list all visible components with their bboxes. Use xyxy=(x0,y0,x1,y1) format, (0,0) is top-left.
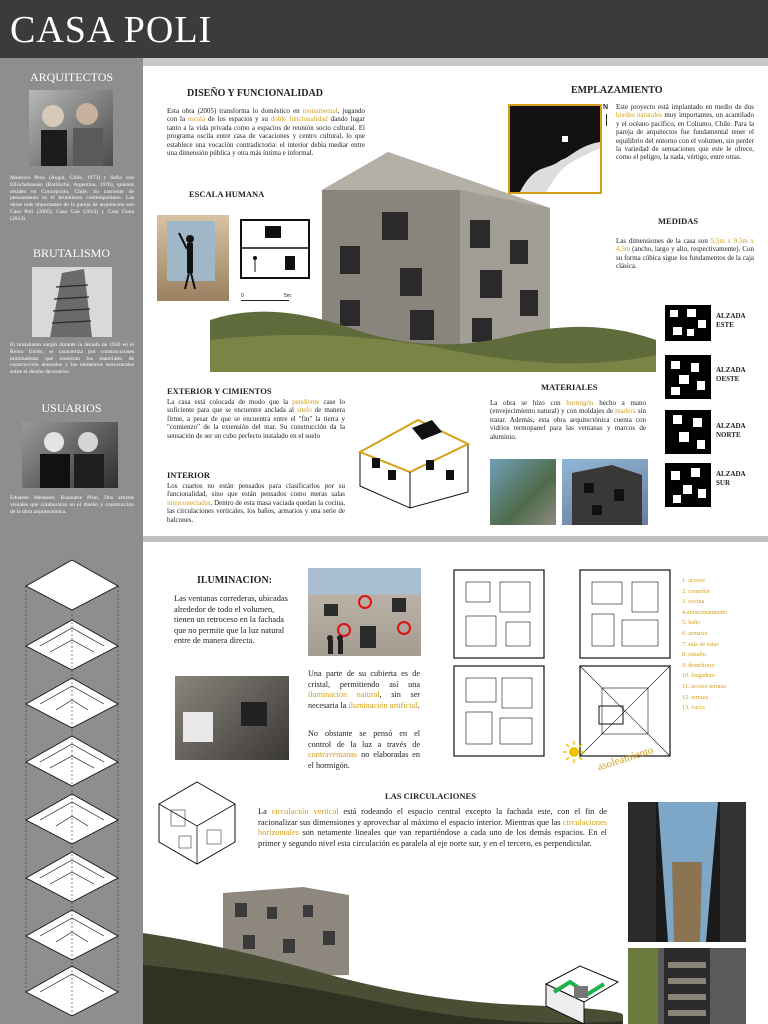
brutalism-photo xyxy=(32,267,112,337)
interior-title: INTERIOR xyxy=(167,470,210,480)
axonometric-cut-drawing xyxy=(352,400,474,512)
skylight-facade-photo xyxy=(308,568,421,656)
alzada-este-drawing xyxy=(665,305,711,341)
iluminacion-text-1: Las ventanas correderas, ubicadas alrededor de todo el volumen, tienen un retroceso en la fachada que no permite que la luz natural entre de manera directa. xyxy=(174,594,288,646)
asoleamiento-label: asoleamiento xyxy=(596,744,655,774)
materiales-title: MATERIALES xyxy=(541,382,598,392)
alzada-norte-label: ALZADA NORTE xyxy=(716,422,746,439)
medidas-text: Las dimensiones de la casa son 9,5m x 9,5m x 4,5m (ancho, largo y alto, respectivamente). Con su forma cúbica sigue los fundamentos de la caja clásica. xyxy=(616,237,755,271)
alzada-este-label: ALZADA ESTE xyxy=(716,312,746,329)
room-legend xyxy=(682,576,766,714)
interior-text: Los cuartos no están pensados para clasificarlos por su funcionalidad, sino que están pensados como meras salas interconectadas. Dentro de esta masa vaciada quedan la cocina, las circulaciones verticales, los baños, armarios y una serie de balcones. xyxy=(167,482,345,524)
usuarios-text: Eduardo Meissner, Rosmarie Prim. Dos artistas visuales que colaboraron en el diseño y construcción de la obra arquitectónica. xyxy=(10,495,134,515)
arquitectos-text: Mauricio Pezo (Angol, Chile, 1973) y Sofía von Ellrichshausen (Bariloche, Argentina, 1976), quienes residen en Concepción, Chile. Su corriente de pensamiento es el brutalismo contemporáneo. Las obras más importantes de la pareja de arquitectos son Casa Poli (2005), Casa Gao (2013) y Casa Guna (2014) xyxy=(10,175,134,222)
alzada-oeste-drawing xyxy=(665,355,711,399)
users-photo xyxy=(22,422,118,488)
legend-item: 1. acceso xyxy=(682,577,705,584)
legend-item: 6. armario xyxy=(682,629,708,637)
alzada-sur-label: ALZADA SUR xyxy=(716,470,746,487)
medidas-title: MEDIDAS xyxy=(658,216,699,226)
scale-zero: 0 xyxy=(241,293,244,299)
floor-plans xyxy=(452,568,672,760)
sun-icon xyxy=(562,740,586,764)
legend-item: 10. fregadero xyxy=(682,672,715,680)
stair-photo xyxy=(628,948,746,1024)
window-detail-photo xyxy=(175,676,289,760)
corridor-photo xyxy=(628,802,746,942)
alzada-norte-drawing xyxy=(665,410,711,454)
legend-item: 9. dormitorio xyxy=(682,661,715,669)
brutalismo-text: El brutalismo surgió durante la década de 1950 en el Reino Unido, se caracteriza por construcciones minimalistas que muestran los materiales de construcción desnudos y los elementos estructurales sobre el diseño decorativo. xyxy=(10,342,134,376)
diseno-text: Esta obra (2005) transforma lo doméstico en monumental, jugando con la escala de los espacios y su doble funcionalidad dando lugar tanto a la vida privada como a espacios de reunión socio cultural. El programa oscila entre casa de vacaciones y centro cultural, lo que establece una vocación contradictoria: el interior debía mediar entre una dimensión pública y otra más íntima e informal. xyxy=(167,107,365,158)
iluminacion-text-3: No obstante se pensó en el control de la luz a través de contraventanas no elaboradas en el hormigón. xyxy=(308,729,420,770)
emplazamiento-text: Este proyecto está implantado en medio de dos bordes naturales muy importantes, un acantilado y el océano pacífico, en Coliumo, Chile. Para la pareja de arquitectos fue fundamental tener el equilibrio del entorno con el volumen, sin perder la variedad de sensaciones que este le ofrece, como el peligro, la nada, vértigo, entre otras. xyxy=(616,103,754,162)
alzada-oeste-label: ALZADA OESTE xyxy=(716,366,746,383)
circulaciones-title: LAS CIRCULACIONES xyxy=(385,791,476,801)
exterior-text: La casa está colocada de modo que la pendiente case lo suficiente para que se encuentre anclada al suelo de manera firme, a pesar de que se encuentra entre el "fin" la tierra y "comienzo" de la extensión del mar. Su construcción da la sensación de ser un cubo perfecto instalado en el suelo xyxy=(167,398,345,440)
materials-photo-interior xyxy=(490,459,556,525)
page-title: CASA POLI xyxy=(10,9,213,51)
north-arrow xyxy=(606,114,607,126)
materials-photo-exterior xyxy=(562,459,648,525)
brutalismo-title: BRUTALISMO xyxy=(32,246,111,260)
circulation-axon-drawing xyxy=(157,780,237,866)
legend-item: 5. baño xyxy=(682,619,701,627)
circulation-green-diagram xyxy=(540,962,622,1024)
alzada-sur-drawing xyxy=(665,463,711,507)
exterior-title: EXTERIOR Y CIMIENTOS xyxy=(167,386,272,396)
architects-photo xyxy=(29,90,113,166)
diseno-title: DISEÑO Y FUNCIONALIDAD xyxy=(187,88,323,99)
legend-item: 7. sala de estar xyxy=(682,640,719,648)
legend-item: 8. estudio xyxy=(682,651,707,659)
iluminacion-text-2: Una parte de su cubierta es de cristal, permitiendo así una iluminación natural, sin ser necesaria la iluminación artificial. xyxy=(308,669,420,710)
north-label: N xyxy=(603,104,609,111)
legend-item: 4.almacenamiento xyxy=(682,608,728,616)
exploded-axonometric-drawing xyxy=(20,548,125,1018)
materiales-text: La obra se hizo con hormigón hecho a mano (envejecimiento natural) y con moldajes de madera sin tratar. Además, esta obra arquitectónica cuenta con vidrios termopanel para las ventanas y marcos de aluminio. xyxy=(490,399,646,441)
usuarios-title: USUARIOS xyxy=(41,401,102,415)
legend-item: 12. terraza xyxy=(682,693,709,701)
legend-item: 3. cocina xyxy=(682,598,705,606)
escala-title: ESCALA HUMANA xyxy=(189,189,265,199)
iluminacion-title: ILUMINACION: xyxy=(197,575,272,586)
legend-item: 2. comedor xyxy=(682,587,710,595)
arquitectos-title: ARQUITECTOS xyxy=(29,70,114,84)
section-divider xyxy=(143,536,768,542)
circulaciones-text-1: La circulación vertical está rodeando el espacio central excepto la fachada este, con el fin de racionalizar sus dimensiones y aprovechar al máximo el espacio interior. Mientras que las circulaciones horizontales son netamente lineales que van repartiéndose a cada uno de los demás espacios. En el primer y segundo nivel esta circulación es paralela al eje norte sur, y en el tercero, es perpendicular. xyxy=(258,807,607,848)
legend-item: 11. acceso terraza xyxy=(682,682,726,690)
site-plan xyxy=(508,104,602,194)
emplazamiento-title: EMPLAZAMIENTO xyxy=(571,85,663,96)
legend-item: 13. vacío xyxy=(682,704,705,712)
scale-five: 5m xyxy=(284,293,291,299)
